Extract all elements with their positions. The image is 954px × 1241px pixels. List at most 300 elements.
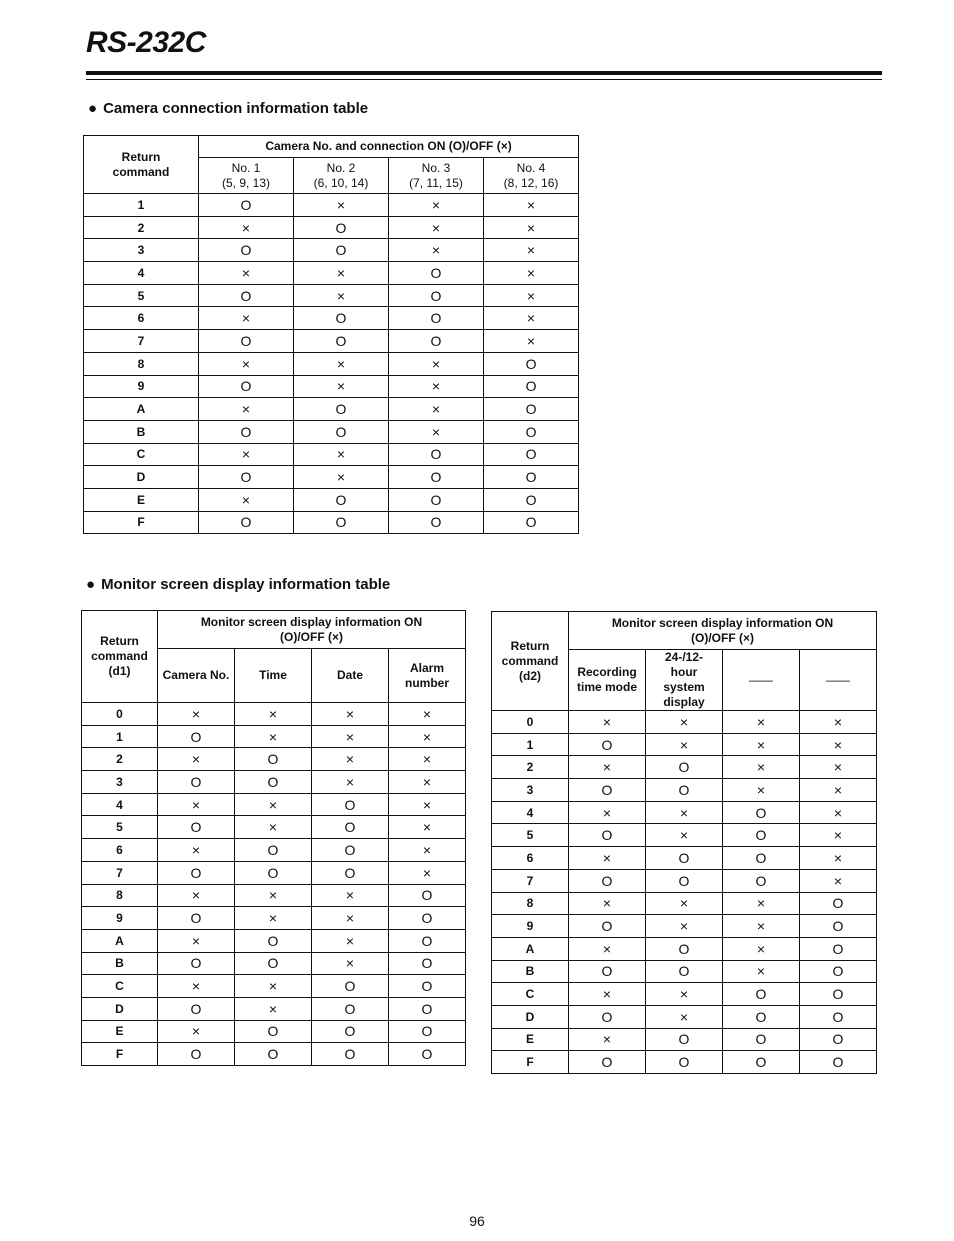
status-cell: O [389, 997, 466, 1020]
status-cell: O [484, 488, 579, 511]
return-command-cell: 7 [84, 330, 199, 353]
monitor-d1-column-header: Alarm number [389, 649, 466, 703]
return-command-cell: 3 [492, 779, 569, 802]
status-cell: × [723, 915, 800, 938]
status-cell: O [235, 771, 312, 794]
status-cell: × [389, 793, 466, 816]
table-row [492, 779, 877, 802]
return-command-cell: B [84, 420, 199, 443]
status-cell: O [389, 330, 484, 353]
monitor-d2-group-header: Monitor screen display information ON (O)/OFF (×) [569, 612, 877, 650]
status-cell: O [235, 952, 312, 975]
table-row [82, 1020, 466, 1043]
table-row [82, 839, 466, 862]
status-cell: × [484, 262, 579, 285]
table-row [82, 975, 466, 998]
status-cell: O [646, 756, 723, 779]
return-command-cell: A [492, 937, 569, 960]
status-cell: O [389, 443, 484, 466]
table-row [84, 284, 579, 307]
status-cell: O [569, 733, 646, 756]
status-cell: × [646, 915, 723, 938]
status-cell: × [235, 816, 312, 839]
status-cell: O [646, 869, 723, 892]
status-cell: O [158, 1043, 235, 1066]
status-cell: × [484, 239, 579, 262]
status-cell: × [389, 375, 484, 398]
monitor-d1-group-header: Monitor screen display information ON (O)/OFF (×) [158, 611, 466, 649]
status-cell: O [484, 443, 579, 466]
table-row [84, 511, 579, 534]
status-cell: O [800, 960, 877, 983]
status-cell: × [199, 443, 294, 466]
status-cell: O [158, 997, 235, 1020]
table-row [84, 398, 579, 421]
status-cell: × [389, 748, 466, 771]
table-row [84, 216, 579, 239]
status-cell: × [199, 307, 294, 330]
return-command-cell: 5 [492, 824, 569, 847]
table-row [82, 725, 466, 748]
return-command-cell: A [84, 398, 199, 421]
status-cell: × [389, 861, 466, 884]
monitor-d1-column-header: Time [235, 649, 312, 703]
status-cell: × [484, 284, 579, 307]
return-command-cell: 9 [492, 915, 569, 938]
status-cell: × [723, 756, 800, 779]
return-command-cell: 1 [82, 725, 158, 748]
table-row [84, 307, 579, 330]
status-cell: O [646, 960, 723, 983]
return-command-cell: 5 [82, 816, 158, 839]
status-cell: × [800, 779, 877, 802]
table-row [492, 1051, 877, 1074]
return-command-cell: 8 [492, 892, 569, 915]
return-command-cell: B [492, 960, 569, 983]
status-cell: O [294, 239, 389, 262]
status-cell: O [800, 1005, 877, 1028]
status-cell: × [646, 801, 723, 824]
status-cell: × [569, 801, 646, 824]
table-row [492, 824, 877, 847]
return-command-cell: 1 [492, 733, 569, 756]
status-cell: × [800, 801, 877, 824]
status-cell: × [389, 239, 484, 262]
status-cell: O [312, 816, 389, 839]
table-row [84, 352, 579, 375]
status-cell: O [312, 861, 389, 884]
status-cell: O [569, 915, 646, 938]
status-cell: × [646, 983, 723, 1006]
status-cell: O [199, 239, 294, 262]
table-row [492, 847, 877, 870]
status-cell: O [199, 511, 294, 534]
return-command-cell: 1 [84, 194, 199, 217]
return-command-cell: D [82, 997, 158, 1020]
header-rule-thin [86, 79, 882, 80]
status-cell: × [389, 703, 466, 726]
status-cell: × [294, 375, 389, 398]
status-cell: × [484, 194, 579, 217]
table-row [492, 937, 877, 960]
status-cell: O [389, 952, 466, 975]
table-row [492, 960, 877, 983]
status-cell: O [389, 307, 484, 330]
return-command-cell: F [82, 1043, 158, 1066]
status-cell: × [800, 869, 877, 892]
status-cell: × [569, 892, 646, 915]
status-cell: O [294, 420, 389, 443]
status-cell: O [800, 915, 877, 938]
status-cell: O [235, 861, 312, 884]
table-row [82, 771, 466, 794]
table-row [492, 733, 877, 756]
table-row [492, 869, 877, 892]
status-cell: O [389, 907, 466, 930]
status-cell: × [723, 733, 800, 756]
status-cell: O [199, 330, 294, 353]
status-cell: × [312, 884, 389, 907]
return-command-header: Return command [84, 136, 199, 194]
table-row [492, 892, 877, 915]
status-cell: × [646, 733, 723, 756]
status-cell: O [312, 1020, 389, 1043]
status-cell: O [723, 869, 800, 892]
status-cell: O [294, 307, 389, 330]
status-cell: O [569, 960, 646, 983]
monitor-d2-table-body [492, 711, 877, 1074]
return-command-cell: 4 [84, 262, 199, 285]
status-cell: × [723, 960, 800, 983]
status-cell: O [235, 929, 312, 952]
status-cell: O [800, 1051, 877, 1074]
return-command-cell: 6 [84, 307, 199, 330]
table-row [84, 488, 579, 511]
status-cell: × [199, 216, 294, 239]
status-cell: × [312, 748, 389, 771]
table-row [82, 703, 466, 726]
camera-column-header: No. 3 (7, 11, 15) [389, 158, 484, 194]
status-cell: O [646, 937, 723, 960]
return-command-cell: 4 [492, 801, 569, 824]
status-cell: O [389, 511, 484, 534]
status-cell: O [199, 420, 294, 443]
header-rule-thick [86, 71, 882, 75]
status-cell: O [235, 839, 312, 862]
table-row [492, 756, 877, 779]
status-cell: O [800, 1028, 877, 1051]
table-row [82, 997, 466, 1020]
return-command-d1-header: Return command (d1) [82, 611, 158, 703]
status-cell: × [646, 892, 723, 915]
return-command-d2-header: Return command (d2) [492, 612, 569, 711]
status-cell: O [235, 1020, 312, 1043]
status-cell: × [389, 398, 484, 421]
return-command-cell: 0 [82, 703, 158, 726]
status-cell: O [723, 847, 800, 870]
table-row [84, 375, 579, 398]
status-cell: O [158, 952, 235, 975]
status-cell: × [389, 771, 466, 794]
table-row [84, 420, 579, 443]
table-row [84, 443, 579, 466]
table-row [82, 929, 466, 952]
status-cell: O [569, 1005, 646, 1028]
status-cell: × [800, 824, 877, 847]
return-command-cell: D [492, 1005, 569, 1028]
status-cell: × [312, 929, 389, 952]
status-cell: × [800, 847, 877, 870]
table-row [492, 915, 877, 938]
status-cell: O [646, 1051, 723, 1074]
camera-group-header: Camera No. and connection ON (O)/OFF (×) [199, 136, 579, 158]
status-cell: O [723, 1005, 800, 1028]
status-cell: × [235, 997, 312, 1020]
return-command-cell: 8 [82, 884, 158, 907]
status-cell: O [312, 793, 389, 816]
status-cell: × [389, 352, 484, 375]
return-command-cell: A [82, 929, 158, 952]
status-cell: O [312, 1043, 389, 1066]
status-cell: O [389, 1043, 466, 1066]
status-cell: O [800, 892, 877, 915]
status-cell: × [199, 352, 294, 375]
camera-table-heading [88, 100, 368, 117]
return-command-cell: 9 [84, 375, 199, 398]
return-command-cell: 2 [84, 216, 199, 239]
status-cell: × [294, 352, 389, 375]
status-cell: × [723, 937, 800, 960]
return-command-cell: E [84, 488, 199, 511]
status-cell: O [389, 488, 484, 511]
status-cell: × [569, 711, 646, 734]
return-command-cell: D [84, 466, 199, 489]
table-row [492, 1028, 877, 1051]
status-cell: O [484, 375, 579, 398]
return-command-cell: 3 [82, 771, 158, 794]
status-cell: × [389, 816, 466, 839]
status-cell: × [646, 1005, 723, 1028]
page-number: 96 [469, 1213, 485, 1229]
status-cell: × [569, 983, 646, 1006]
monitor-display-table-d1 [81, 610, 466, 1066]
status-cell: O [569, 1051, 646, 1074]
status-cell: O [646, 1028, 723, 1051]
status-cell: × [312, 703, 389, 726]
camera-table-body [84, 194, 579, 534]
status-cell: O [158, 907, 235, 930]
camera-column-header: No. 4 (8, 12, 16) [484, 158, 579, 194]
status-cell: × [484, 330, 579, 353]
status-cell: O [235, 748, 312, 771]
status-cell: × [199, 398, 294, 421]
status-cell: × [158, 929, 235, 952]
status-cell: × [389, 725, 466, 748]
table-row [84, 262, 579, 285]
table-row [84, 466, 579, 489]
monitor-table-heading [86, 576, 390, 593]
status-cell: O [484, 398, 579, 421]
status-cell: × [294, 466, 389, 489]
status-cell: × [569, 847, 646, 870]
status-cell: × [235, 975, 312, 998]
status-cell: × [312, 771, 389, 794]
status-cell: O [158, 771, 235, 794]
status-cell: O [484, 420, 579, 443]
return-command-cell: 8 [84, 352, 199, 375]
status-cell: × [294, 194, 389, 217]
status-cell: × [294, 262, 389, 285]
return-command-cell: E [492, 1028, 569, 1051]
status-cell: O [312, 839, 389, 862]
status-cell: O [312, 975, 389, 998]
return-command-cell: 6 [82, 839, 158, 862]
bullet-icon: ● [86, 576, 96, 593]
status-cell: × [723, 892, 800, 915]
table-row [82, 952, 466, 975]
status-cell: O [294, 398, 389, 421]
table-row [84, 194, 579, 217]
status-cell: O [199, 194, 294, 217]
status-cell: × [484, 307, 579, 330]
monitor-d2-column-header: —— [800, 650, 877, 711]
status-cell: O [199, 466, 294, 489]
table-row [82, 884, 466, 907]
status-cell: O [389, 1020, 466, 1043]
status-cell: O [294, 216, 389, 239]
table-row [492, 711, 877, 734]
return-command-cell: 9 [82, 907, 158, 930]
status-cell: × [158, 793, 235, 816]
monitor-table-heading-text: Monitor screen display information table [101, 576, 391, 593]
status-cell: × [158, 839, 235, 862]
status-cell: O [389, 262, 484, 285]
status-cell: O [158, 861, 235, 884]
status-cell: O [158, 816, 235, 839]
status-cell: O [158, 725, 235, 748]
return-command-cell: 2 [492, 756, 569, 779]
status-cell: × [569, 756, 646, 779]
status-cell: O [235, 1043, 312, 1066]
status-cell: O [723, 801, 800, 824]
status-cell: O [312, 997, 389, 1020]
monitor-d2-column-header: —— [723, 650, 800, 711]
status-cell: × [723, 711, 800, 734]
table-row [84, 239, 579, 262]
status-cell: O [646, 779, 723, 802]
status-cell: O [723, 1028, 800, 1051]
monitor-d2-column-header: Recording time mode [569, 650, 646, 711]
status-cell: × [312, 952, 389, 975]
return-command-cell: E [82, 1020, 158, 1043]
camera-connection-table [83, 135, 579, 534]
return-command-cell: B [82, 952, 158, 975]
status-cell: O [646, 847, 723, 870]
status-cell: × [723, 779, 800, 802]
camera-column-header: No. 1 (5, 9, 13) [199, 158, 294, 194]
status-cell: O [723, 1051, 800, 1074]
camera-column-header: No. 2 (6, 10, 14) [294, 158, 389, 194]
table-row [492, 801, 877, 824]
status-cell: O [199, 284, 294, 307]
status-cell: × [389, 216, 484, 239]
status-cell: × [158, 703, 235, 726]
return-command-cell: 0 [492, 711, 569, 734]
table-row [82, 907, 466, 930]
status-cell: × [389, 194, 484, 217]
monitor-d2-column-header: 24-/12-hour system display [646, 650, 723, 711]
monitor-display-table-d2 [491, 611, 877, 1074]
status-cell: × [158, 975, 235, 998]
page-title: RS-232C [86, 26, 206, 59]
status-cell: × [646, 711, 723, 734]
status-cell: O [723, 824, 800, 847]
status-cell: × [569, 937, 646, 960]
status-cell: O [389, 284, 484, 307]
status-cell: × [646, 824, 723, 847]
table-row [84, 330, 579, 353]
status-cell: × [235, 793, 312, 816]
status-cell: O [569, 779, 646, 802]
table-row [82, 816, 466, 839]
return-command-cell: C [84, 443, 199, 466]
status-cell: × [199, 262, 294, 285]
table-row [82, 861, 466, 884]
status-cell: × [389, 420, 484, 443]
status-cell: × [235, 884, 312, 907]
monitor-d1-table-body [82, 703, 466, 1066]
table-row [82, 748, 466, 771]
camera-table-heading-text: Camera connection information table [103, 100, 369, 117]
return-command-cell: 2 [82, 748, 158, 771]
return-command-cell: F [84, 511, 199, 534]
return-command-cell: 7 [82, 861, 158, 884]
status-cell: × [199, 488, 294, 511]
status-cell: O [389, 884, 466, 907]
status-cell: O [800, 983, 877, 1006]
status-cell: × [484, 216, 579, 239]
status-cell: × [158, 1020, 235, 1043]
status-cell: O [800, 937, 877, 960]
table-row [492, 983, 877, 1006]
status-cell: × [800, 756, 877, 779]
status-cell: O [569, 824, 646, 847]
status-cell: × [235, 703, 312, 726]
table-row [492, 1005, 877, 1028]
monitor-d1-column-header: Camera No. [158, 649, 235, 703]
status-cell: × [294, 443, 389, 466]
return-command-cell: C [82, 975, 158, 998]
status-cell: O [294, 488, 389, 511]
status-cell: × [158, 748, 235, 771]
status-cell: O [484, 511, 579, 534]
status-cell: O [569, 869, 646, 892]
status-cell: × [312, 725, 389, 748]
return-command-cell: F [492, 1051, 569, 1074]
status-cell: O [484, 352, 579, 375]
status-cell: × [294, 284, 389, 307]
monitor-d1-column-header: Date [312, 649, 389, 703]
status-cell: O [389, 929, 466, 952]
return-command-cell: 7 [492, 869, 569, 892]
return-command-cell: 4 [82, 793, 158, 816]
status-cell: × [800, 733, 877, 756]
status-cell: O [484, 466, 579, 489]
status-cell: O [723, 983, 800, 1006]
status-cell: × [389, 839, 466, 862]
bullet-icon: ● [88, 100, 98, 117]
status-cell: × [158, 884, 235, 907]
